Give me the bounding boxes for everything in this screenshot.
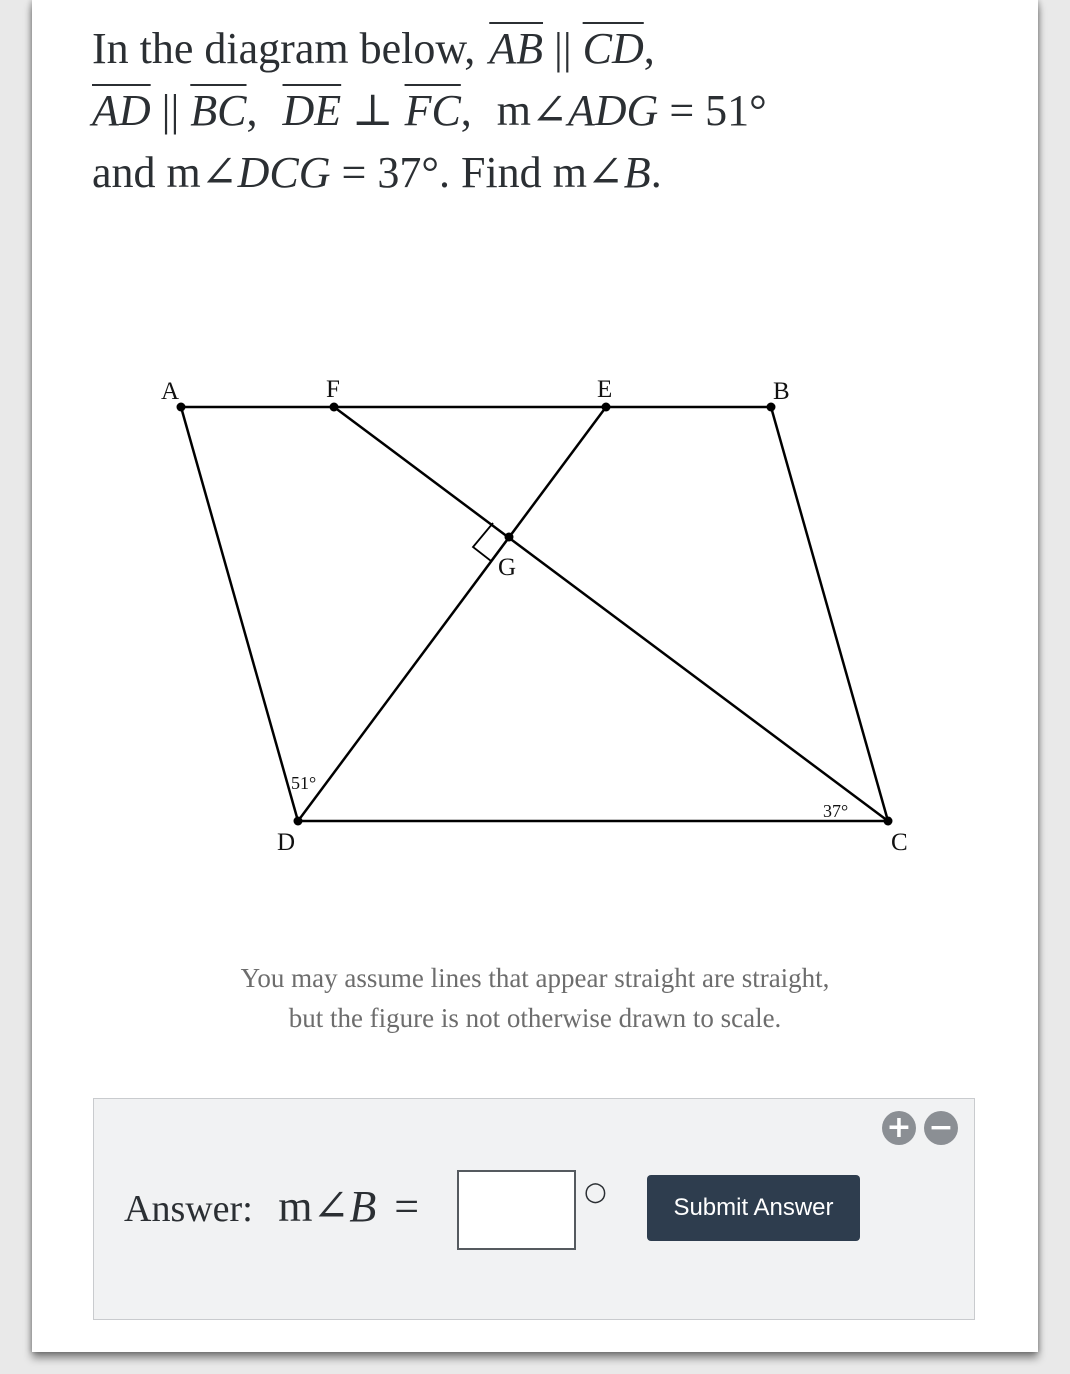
period: . [650,148,662,197]
scale-note [32,958,1038,1038]
segment-cd: $\overline{CD}$ [582,24,644,73]
parallel-symbol: || [161,86,180,135]
angle-label-c: 37° [823,801,849,821]
point-e [602,403,611,412]
point-f [330,403,339,412]
angle-dcg-value: 37° [377,148,439,197]
segment-ad-line [181,407,298,821]
measure-m: m [552,148,587,197]
segment-bc: $\overline{BC}$ [190,86,247,135]
segment-de-line [298,407,606,821]
geometry-diagram [32,0,1038,900]
measure-m: m [278,1182,313,1231]
point-g [505,533,514,542]
answer-panel [93,1098,975,1320]
measure-m: m [496,86,532,135]
answer-label-text: Answer: [124,1188,253,1230]
problem-card [32,0,1038,1352]
and-text: and [92,148,156,197]
minus-circle-icon[interactable]: − [924,1111,958,1145]
angle-dcg: DCG [237,148,331,197]
answer-label [124,1181,419,1232]
label-a: A [161,378,180,405]
scale-note-line-2: but the figure is not otherwise drawn to scale. [288,1003,782,1033]
segment-ab: $\overline{AB}$ [489,24,544,73]
angle-b: B [623,148,651,197]
angle-symbol: ∠ [312,1182,350,1231]
segment-fc-line [334,407,888,821]
segment-fc: $\overline{FC}$ [404,86,461,135]
point-c [884,817,893,826]
equals-sign: = [669,86,695,135]
angle-adg: ADG [567,86,659,135]
perpendicular-symbol: ⊥ [352,86,394,135]
find-text: . Find [438,148,542,197]
answer-math [278,1182,419,1231]
plus-circle-icon[interactable]: + [882,1111,916,1145]
angle-b: B [349,1182,377,1231]
submit-answer-button[interactable]: Submit Answer [647,1175,860,1241]
point-d [294,817,303,826]
label-e: E [597,376,613,403]
label-f: F [326,376,340,403]
equals-sign: = [341,148,367,197]
segment-bc-line [771,407,888,821]
scale-note-line-1: You may assume lines that appear straight are straight, [240,963,830,993]
angle-label-d: 51° [291,773,317,793]
segment-ad: $\overline{AD}$ [92,86,151,135]
angle-adg-value: 51° [705,86,767,135]
equals-sign: = [394,1182,420,1231]
label-b: B [773,378,790,405]
label-c: C [891,829,908,856]
statement-line-1: In the diagram below, $\overline{AB}$ || $\overline{CD}$, [92,24,655,73]
intro-text: In the diagram below, [92,24,476,73]
angle-symbol: ∠ [586,148,624,197]
statement-line-2: $\overline{AD}$ || $\overline{BC}$, $\overline{DE}$ ⊥ $\overline{FC}$, m∠ADG = 51° [92,86,767,135]
angle-symbol: ∠ [531,86,568,135]
label-d: D [277,829,296,856]
angle-symbol: ∠ [200,148,238,197]
answer-input[interactable] [457,1170,576,1250]
parallel-symbol: || [554,24,572,73]
label-g: G [498,554,517,581]
measure-m: m [166,148,201,197]
segment-de: $\overline{DE}$ [282,86,342,135]
degree-symbol: ○ [584,1177,607,1207]
